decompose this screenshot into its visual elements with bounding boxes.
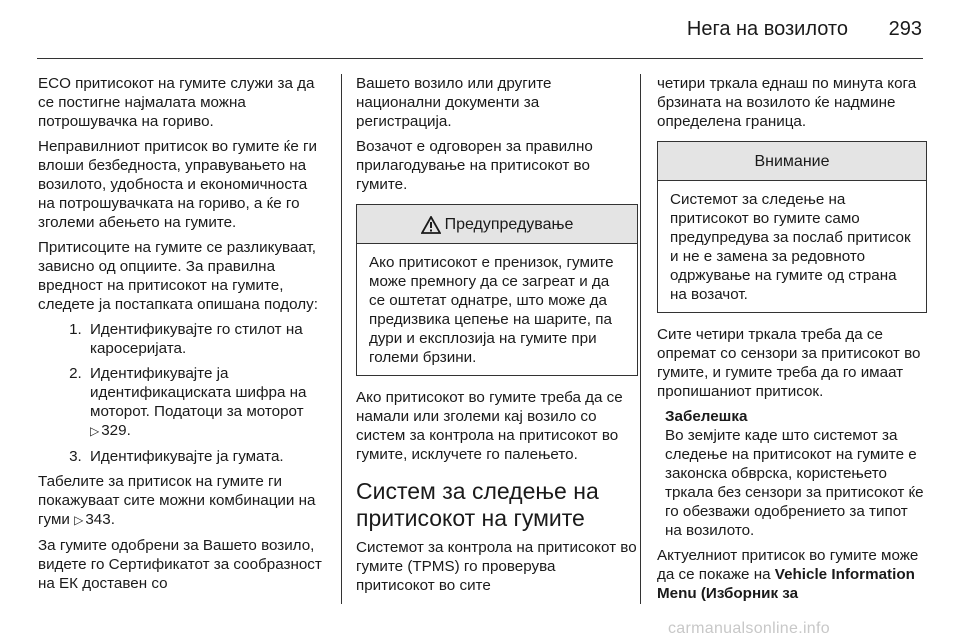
warning-text: Ако притисокот е пренизок, гумите може премногу да се загреат и да се оштетат однатре, што може да предизвика цепење на шарите, па дури и експлозија на гумите при големи брзини. [369, 254, 614, 366]
column-divider [640, 74, 641, 604]
page-reference-link[interactable]: ▷ 343. [74, 511, 115, 528]
list-item: 1. Идентификувајте го стилот на каросеријата. [86, 320, 328, 358]
paragraph: Актуелниот притисок во гумите може да се покаже на Vehicle Information Menu (Изборник за [657, 547, 919, 602]
paragraph: ECO притисокот на гумите служи за да се постигне најмалата можна потрошувачка на гориво. [38, 75, 315, 130]
list-item: 2. Идентификувајте ја идентификациската шифра на моторот. Податоци за моторот ▷ 329. [86, 364, 328, 441]
column-2 [356, 74, 638, 601]
caution-header [658, 142, 926, 181]
reference-arrow-icon: ▷ [74, 513, 84, 527]
list-item: 3. Идентификувајте ја гумата. [86, 447, 328, 466]
warning-header [357, 205, 637, 244]
paragraph: Системот за контрола на притисокот во гумите (TPMS) го проверува притисокот во сите [356, 539, 637, 594]
note-title: Забелешка [665, 408, 748, 425]
watermark: carmanualsonline.info [668, 620, 830, 637]
note-block [665, 407, 927, 540]
paragraph: Сите четири тркала треба да се опремат со сензори за притисокот во гумите, и гумите треба да го имаат пропишаниот притисок. [657, 326, 921, 400]
paragraph: Неправилниот притисок во гумите ќе ги влоши безбедноста, управувањето на возилото, удобноста и економичноста на потрошувачката на гориво, а ќе го зголеми абењето на гумите. [38, 138, 318, 231]
reference-arrow-icon: ▷ [90, 424, 100, 438]
caution-title: Внимание [754, 153, 830, 170]
caution-box [657, 141, 927, 313]
warning-title: Предупредување [444, 216, 574, 233]
column-1 [38, 74, 328, 599]
header-title: Нега на возилото [686, 18, 848, 40]
header-rule [37, 58, 923, 59]
paragraph: Вашето возило или другите национални документи за регистрација. [356, 75, 552, 130]
page-reference-link[interactable]: ▷ 329. [90, 422, 131, 439]
note-text: Во земјите каде што системот за следење на притисокот на гумите е законска обврска, користењето тркала без сензори за притисокот ќе го обезважи одобрението за типот на возилото. [665, 427, 924, 539]
section-heading: Систем за следење на притисокот на гумите [356, 478, 599, 531]
page-number: 293 [888, 18, 922, 40]
paragraph: четири тркала еднаш по минута кога брзината на возилото ќе надмине определена граница. [657, 75, 917, 130]
column-divider [341, 74, 342, 604]
warning-triangle-icon [421, 216, 441, 234]
page-header [0, 0, 960, 56]
menu-name: Vehicle Information Menu (Изборник за [657, 566, 915, 602]
procedure-list [38, 320, 328, 466]
paragraph: Ако притисокот во гумите треба да се намали или зголеми кај возило со систем за контрола на притисокот во гумите, исклучете го палењето. [356, 389, 623, 463]
paragraph: Притисоците на гумите се разликуваат, зависно од опциите. За правилна вредност на притисокот на гумите, следете ја постапката опишана подолу: [38, 239, 318, 313]
warning-box [356, 204, 638, 376]
paragraph: Табелите за притисок на гумите ги покажуваат сите можни комбинации на гуми ▷ 343. [38, 473, 316, 528]
column-3 [657, 74, 927, 609]
paragraph: Возачот е одговорен за правилно прилагодување на притисокот во гумите. [356, 138, 593, 193]
paragraph: За гумите одобрени за Вашето возило, видете го Сертификатот за сообразност на ЕК доставен со [38, 537, 322, 592]
caution-text: Системот за следење на притисокот во гумите само предупредува за послаб притисок и не е замена за редовното одржување на гумите од страна на возачот. [670, 191, 911, 303]
